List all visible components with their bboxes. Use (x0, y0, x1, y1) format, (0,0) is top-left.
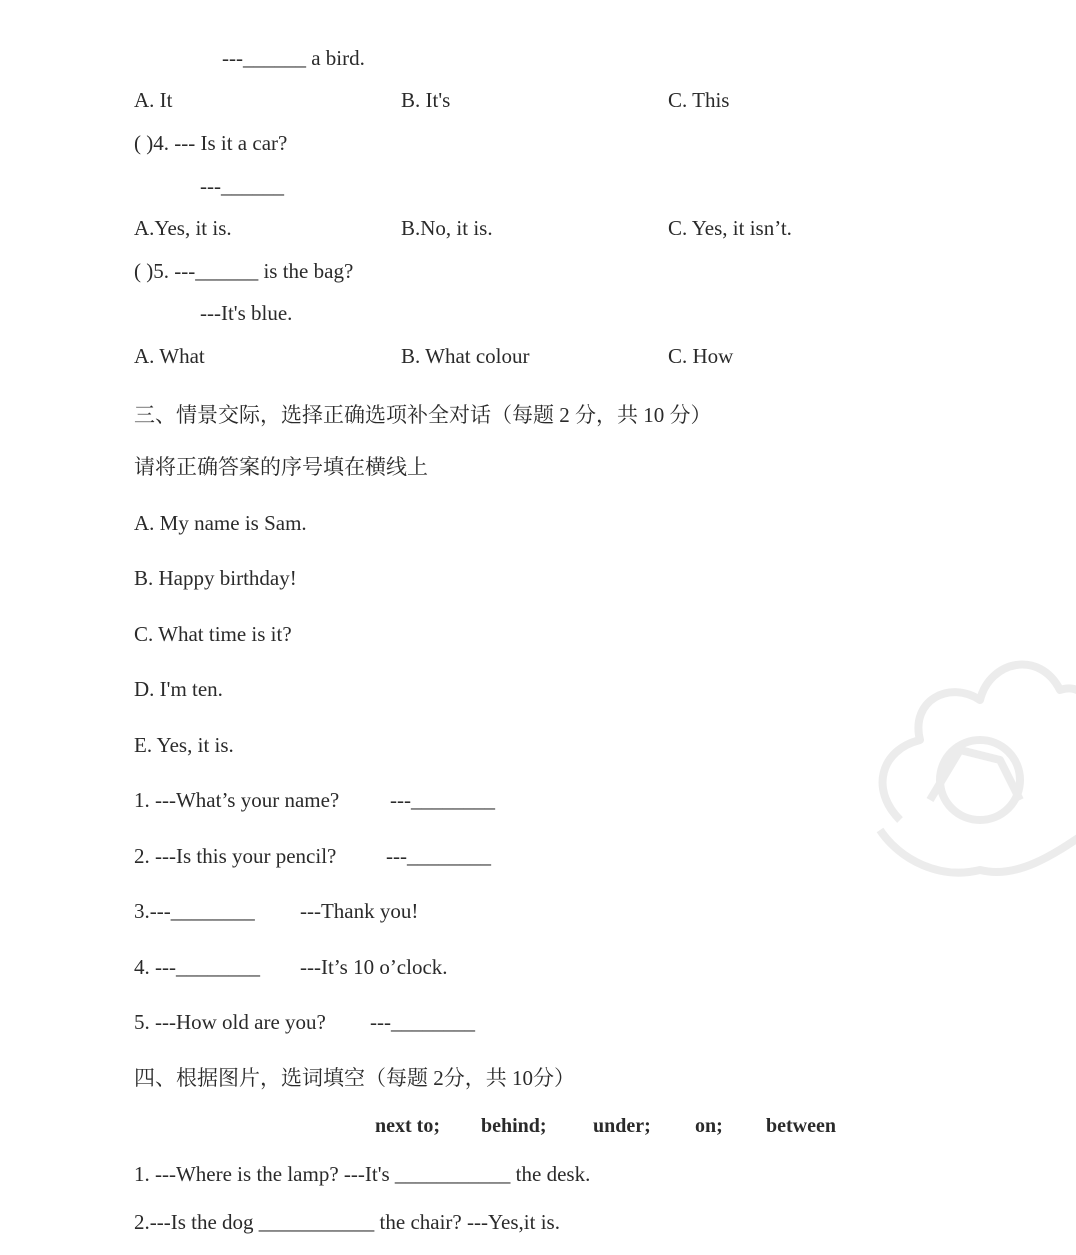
q5-option-b: B. What colour (401, 344, 530, 368)
choice-b: B. Happy birthday! (134, 566, 297, 590)
choice-c: C. What time is it? (134, 622, 292, 646)
choice-a: A. My name is Sam. (134, 511, 307, 535)
word-bank-between: between (766, 1115, 836, 1137)
dialogue-3-question: 3.---________ (134, 899, 255, 923)
dialogue-4-question: 4. ---________ (134, 955, 260, 979)
q3-answer-line: ---______ a bird. (222, 46, 365, 70)
q4-option-b: B.No, it is. (401, 216, 493, 240)
dialogue-4-answer: ---It’s 10 o’clock. (300, 955, 448, 979)
dialogue-1-question: 1. ---What’s your name? (134, 788, 340, 812)
choice-d: D. I'm ten. (134, 677, 223, 701)
q4-answer-line: ---______ (200, 174, 284, 198)
dialogue-5-question: 5. ---How old are you? (134, 1010, 326, 1034)
dialogue-2-question: 2. ---Is this your pencil? (134, 844, 337, 868)
section3-title: 三、情景交际，选择正确选项补全对话（每题 2 分，共 10 分） (134, 403, 712, 427)
section4-title: 四、根据图片，选词填空（每题 2分，共 10分） (134, 1066, 575, 1090)
q5-stem: ( )5. ---______ is the bag? (134, 259, 354, 283)
section4-item-2: 2.---Is the dog ___________ the chair? ---Yes,it is. (134, 1210, 560, 1234)
q4-stem: ( )4. --- Is it a car? (134, 131, 288, 155)
q5-answer-line: ---It's blue. (200, 301, 293, 325)
choice-e: E. Yes, it is. (134, 733, 234, 757)
q5-option-c: C. How (668, 344, 734, 368)
q3-option-b: B. It's (401, 88, 451, 112)
word-bank-under: under; (593, 1115, 651, 1137)
word-bank-behind: behind; (481, 1115, 547, 1137)
dialogue-5-answer: ---________ (370, 1010, 475, 1034)
q4-option-a: A.Yes, it is. (134, 216, 232, 240)
section3-instruction: 请将正确答案的序号填在横线上 (134, 455, 428, 479)
word-bank-next-to: next to; (375, 1115, 440, 1137)
q4-option-c: C. Yes, it isn’t. (668, 216, 792, 240)
dialogue-1-answer: ---________ (390, 788, 495, 812)
watermark-logo (860, 600, 1076, 900)
dialogue-2-answer: ---________ (386, 844, 491, 868)
q5-option-a: A. What (134, 344, 205, 368)
q3-option-a: A. It (134, 88, 173, 112)
q3-option-c: C. This (668, 88, 730, 112)
section4-item-1: 1. ---Where is the lamp? ---It's ___________ the desk. (134, 1162, 591, 1186)
dialogue-3-answer: ---Thank you! (300, 899, 419, 923)
word-bank-on: on; (695, 1115, 723, 1137)
